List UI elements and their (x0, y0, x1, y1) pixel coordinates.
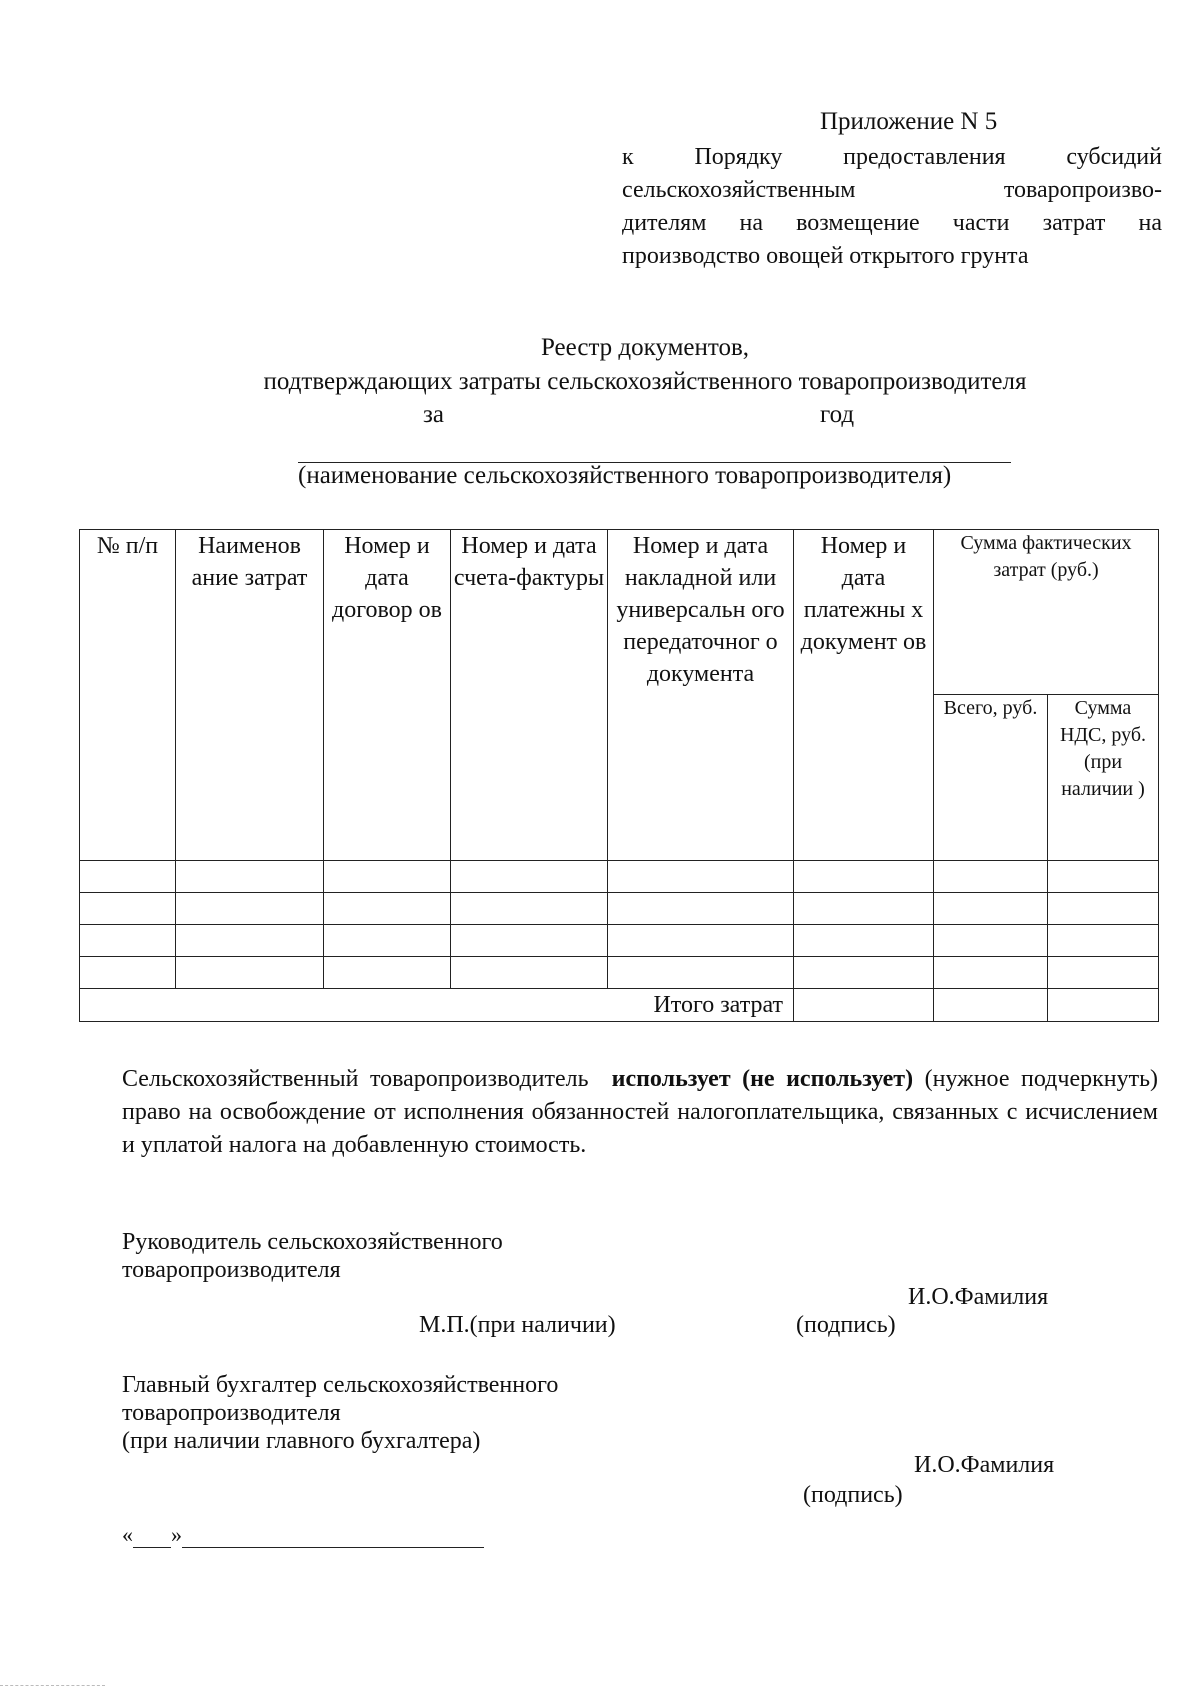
table-cell[interactable] (80, 925, 176, 957)
table-cell[interactable] (934, 893, 1048, 925)
appendix-reference (622, 141, 1162, 273)
date-month-year-blank[interactable] (182, 1527, 484, 1548)
table-cell[interactable] (1048, 957, 1159, 989)
table-cell[interactable] (934, 925, 1048, 957)
table-cell[interactable] (1048, 925, 1159, 957)
period-year-label: год (820, 401, 855, 428)
accountant-signature-label: (подпись) (803, 1482, 903, 1508)
header-contract: Номер и дата договор ов (324, 530, 451, 861)
date-field (122, 1522, 484, 1548)
table-cell[interactable] (176, 893, 324, 925)
accountant-title (122, 1371, 558, 1455)
producer-name-caption: (наименование сельскохозяйственного товаропроизводителя) (298, 462, 952, 489)
period-za-label: за (423, 401, 444, 428)
table-cell[interactable] (324, 925, 451, 957)
table-cell[interactable] (80, 861, 176, 893)
head-fio: И.О.Фамилия (908, 1284, 1049, 1310)
table-cell[interactable] (608, 893, 794, 925)
table-cell[interactable] (794, 925, 934, 957)
date-close-quote: » (171, 1522, 182, 1547)
table-cell[interactable] (608, 925, 794, 957)
total-sum-cell[interactable] (934, 989, 1048, 1022)
table-cell[interactable] (80, 893, 176, 925)
table-cell[interactable] (1048, 893, 1159, 925)
table-cell[interactable] (451, 893, 608, 925)
header-payment: Номер и дата платежны х документ ов (794, 530, 934, 861)
head-title-line: товаропроизводителя (122, 1257, 341, 1283)
table-row (80, 893, 1159, 925)
para-bold: использует (не использует) (611, 1066, 914, 1092)
table-cell[interactable] (1048, 861, 1159, 893)
table-cell[interactable] (451, 861, 608, 893)
table-cell[interactable] (794, 893, 934, 925)
header-cost-name: Наименов ание затрат (176, 530, 324, 861)
table-cell[interactable] (934, 861, 1048, 893)
total-cell[interactable] (794, 989, 934, 1022)
para-part2: (нужное подчеркнуть) право на освобождение от исполнения обязанностей налогоплательщика, связанных с исчислением и уплатой налога на добавленную стоимость. (122, 1066, 1159, 1158)
table-cell[interactable] (794, 861, 934, 893)
appendix-ref-line: дителям на возмещение части затрат на (622, 210, 1162, 236)
vat-usage-paragraph (122, 1063, 1158, 1162)
appendix-ref-line: к Порядку предоставления субсидий (622, 144, 1162, 170)
table-cell[interactable] (451, 925, 608, 957)
accountant-title-line: Главный бухгалтер сельскохозяйственного (122, 1372, 559, 1398)
head-title-line: Руководитель сельскохозяйственного (122, 1229, 503, 1255)
table-cell[interactable] (176, 861, 324, 893)
head-signature-label: (подпись) (796, 1312, 896, 1338)
table-cell[interactable] (794, 957, 934, 989)
table-cell[interactable] (451, 957, 608, 989)
table-row (80, 957, 1159, 989)
register-table (79, 529, 1159, 1022)
appendix-ref-line: сельскохозяйственным товаропроизво- (622, 177, 1162, 203)
table-cell[interactable] (608, 861, 794, 893)
total-row (80, 989, 1159, 1022)
table-cell[interactable] (324, 861, 451, 893)
table-cell[interactable] (80, 957, 176, 989)
header-sum-group: Сумма фактических затрат (руб.) (934, 530, 1159, 695)
appendix-ref-line: производство овощей открытого грунта (622, 243, 1029, 269)
header-invoice: Номер и дата счета-фактуры (451, 530, 608, 861)
header-total-rub: Всего, руб. (934, 695, 1048, 861)
date-open-quote: « (122, 1522, 133, 1547)
table-cell[interactable] (176, 925, 324, 957)
header-num: № п/п (80, 530, 176, 861)
table-row (80, 925, 1159, 957)
date-day-blank[interactable] (133, 1527, 171, 1548)
register-subtitle: подтверждающих затраты сельскохозяйственного товаропроизводителя (263, 368, 1027, 395)
total-vat-cell[interactable] (1048, 989, 1159, 1022)
accountant-title-line: (при наличии главного бухгалтера) (122, 1428, 481, 1454)
table-cell[interactable] (934, 957, 1048, 989)
table-cell[interactable] (324, 957, 451, 989)
appendix-title: Приложение N 5 (820, 108, 998, 135)
head-title (122, 1228, 503, 1284)
accountant-title-line: товаропроизводителя (122, 1400, 341, 1426)
total-label: Итого затрат (80, 989, 794, 1022)
register-title: Реестр документов, (540, 334, 750, 361)
table-cell[interactable] (324, 893, 451, 925)
table-cell[interactable] (176, 957, 324, 989)
page-edge-mark (0, 1685, 105, 1686)
table-cell[interactable] (608, 957, 794, 989)
header-vat-rub: Сумма НДС, руб. (при наличии ) (1048, 695, 1159, 861)
header-waybill: Номер и дата накладной или универсальн ого передаточног о документа (608, 530, 794, 861)
para-part1: Сельскохозяйственный товаропроизводитель (122, 1066, 589, 1092)
accountant-fio: И.О.Фамилия (914, 1452, 1055, 1478)
stamp-label: М.П.(при наличии) (419, 1312, 616, 1338)
table-row (80, 861, 1159, 893)
